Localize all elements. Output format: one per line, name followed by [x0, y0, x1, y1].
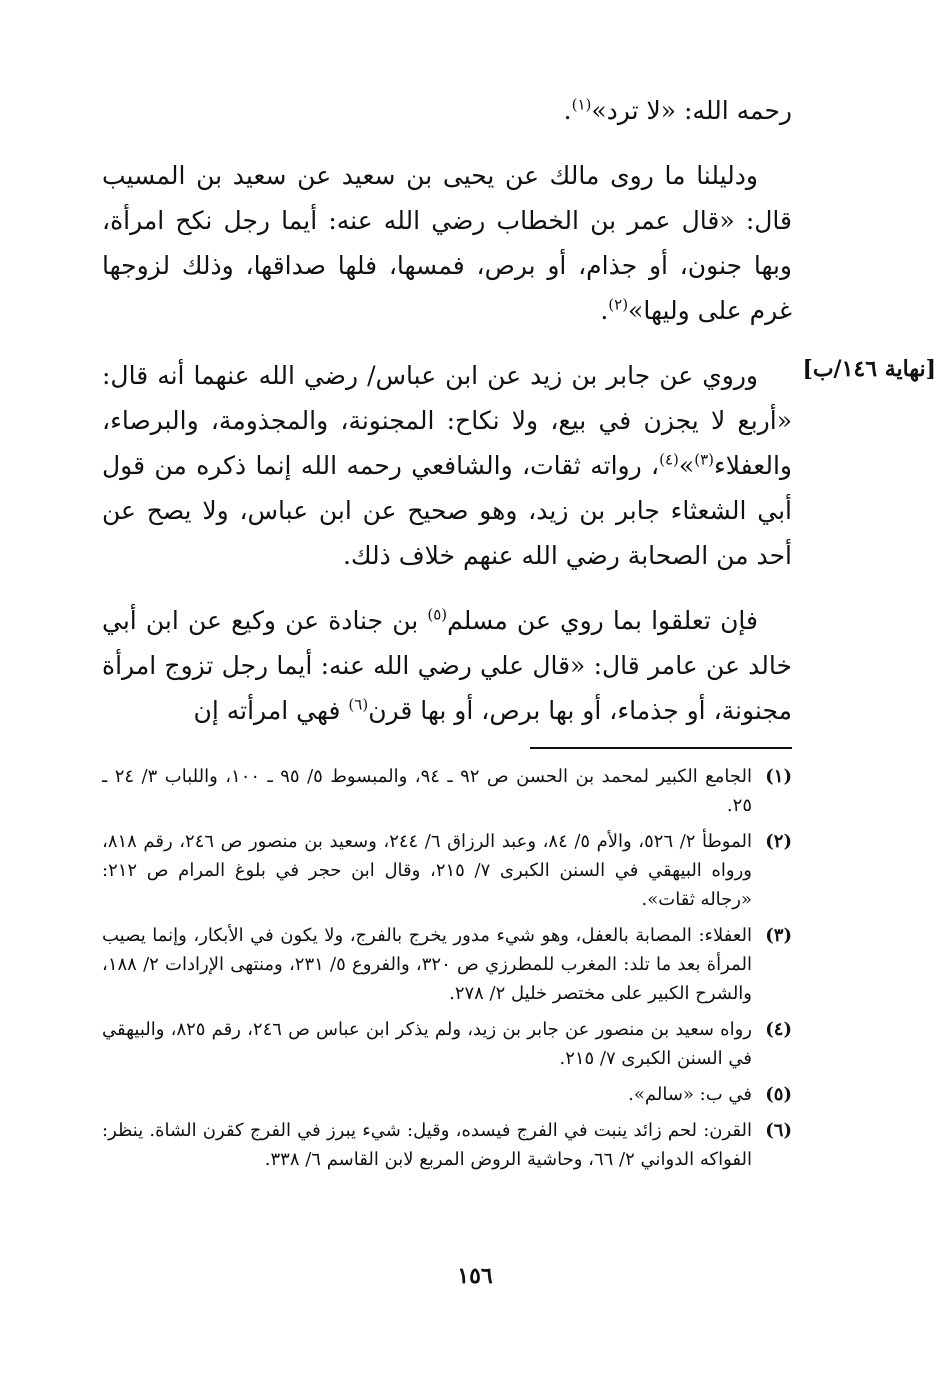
footnote-ref-2: (٢): [608, 295, 629, 314]
footnote-number: (٤): [765, 1019, 792, 1040]
footnote-ref-1: (١): [571, 95, 592, 114]
footnote-text: الموطأ ٢/ ٥٢٦، والأم ٥/ ٨٤، وعبد الرزاق ٦/ ٢٤٤، وسعيد بن منصور ص ٢٤٦، رقم ٨١٨، ورواه البيهقي في السنن الكبرى ٧/ ٢١٥، وقال ابن حجر في بلوغ المرام ص ٢١٢: «رجاله ثقات».: [102, 831, 753, 910]
paragraph-1: [102, 88, 792, 133]
footnote-text: رواه سعيد بن منصور عن جابر بن زيد، ولم يذكر ابن عباس ص ٢٤٦، رقم ٨٢٥، والبيهقي في السنن الكبرى ٧/ ٢١٥.: [102, 1019, 752, 1069]
page-number: ١٥٦: [457, 1263, 493, 1289]
footnote-4: [102, 1015, 792, 1073]
footnote-ref-4: (٤): [659, 450, 679, 469]
footnote-number: (٣): [765, 925, 792, 946]
footnote-2: [102, 827, 792, 914]
footnote-number: (٦): [765, 1120, 792, 1141]
footnote-5: [102, 1080, 792, 1109]
paragraph-4-text-c: فهي امرأته إن: [193, 696, 349, 725]
footnotes: [102, 762, 792, 1181]
paragraph-3-text-b: »: [678, 451, 695, 480]
footnote-separator: [530, 747, 792, 749]
paragraph-4-text-a: فإن تعلقوا بما روي عن مسلم: [447, 606, 758, 635]
footnote-text: في ب: «سالم».: [628, 1084, 752, 1105]
margin-note: [نهاية ١٤٦/ب]: [802, 356, 936, 382]
footnote-number: (٢): [765, 831, 792, 852]
paragraph-1-end: .: [563, 96, 572, 125]
paragraph-1-text: رحمه الله: «لا ترد»: [591, 96, 792, 125]
footnote-6: [102, 1116, 792, 1174]
footnote-ref-5: (٥): [427, 605, 448, 624]
footnote-number: (٥): [765, 1084, 792, 1105]
paragraph-3-text-a: وروي عن جابر بن زيد عن ابن عباس/ رضي الله عنهما أنه قال: «أربع لا يجزن في بيع، ولا نكاح: المجنونة، والمجذومة، والبرصاء، والعفلاء: [102, 361, 792, 480]
footnote-1: [102, 762, 792, 820]
main-text: [102, 88, 792, 733]
footnote-ref-6: (٦): [348, 695, 369, 714]
footnote-text: العفلاء: المصابة بالعفل، وهو شيء مدور يخرج بالفرج، ولا يكون في الأبكار، وإنما يصيب المرأة بعد ما تلد: المغرب للمطرزي ص ٣٢٠، والفروع ٥/ ٢٣١، ومنتهى الإرادات ٢/ ١٨٨، والشرح الكبير على مختصر خليل ٢/ ٢٧٨.: [102, 925, 752, 1004]
paragraph-2: [102, 153, 792, 333]
footnote-ref-3: (٣): [694, 450, 714, 469]
footnote-text: الجامع الكبير لمحمد بن الحسن ص ٩٢ ـ ٩٤، والمبسوط ٥/ ٩٥ ـ ١٠٠، واللباب ٣/ ٢٤ ـ ٢٥.: [102, 766, 752, 816]
paragraph-3-text-c: ، رواته ثقات، والشافعي رحمه الله إنما ذكره من قول أبي الشعثاء جابر بن زيد، وهو صحيح عن ابن عباس، ولا يصح عن أحد من الصحابة رضي الله عنهم خلاف ذلك.: [102, 451, 792, 570]
paragraph-4-text-b: بن جنادة عن وكيع عن ابن أبي خالد عن عامر قال: «قال علي رضي الله عنه: أيما رجل تزوج امرأة مجنونة، أو جذماء، أو بها برص، أو بها قرن: [102, 606, 792, 725]
footnote-text: القرن: لحم زائد ينبت في الفرج فيسده، وقيل: شيء يبرز في الفرج كقرن الشاة. ينظر: الفواكه الدواني ٢/ ٦٦، وحاشية الروض المربع لابن القاسم ٦/ ٣٣٨.: [102, 1120, 752, 1170]
paragraph-2-text: ودليلنا ما روى مالك عن يحيى بن سعيد عن سعيد بن المسيب قال: «قال عمر بن الخطاب رضي الله عنه: أيما رجل نكح امرأة، وبها جنون، أو جذام، أو برص، فمسها، فلها صداقها، وذلك لزوجها غرم على وليها»: [102, 161, 792, 325]
paragraph-3: [102, 353, 792, 578]
paragraph-4: [102, 598, 792, 733]
paragraph-2-end: .: [600, 296, 609, 325]
footnote-3: [102, 921, 792, 1008]
footnote-number: (١): [765, 766, 792, 787]
